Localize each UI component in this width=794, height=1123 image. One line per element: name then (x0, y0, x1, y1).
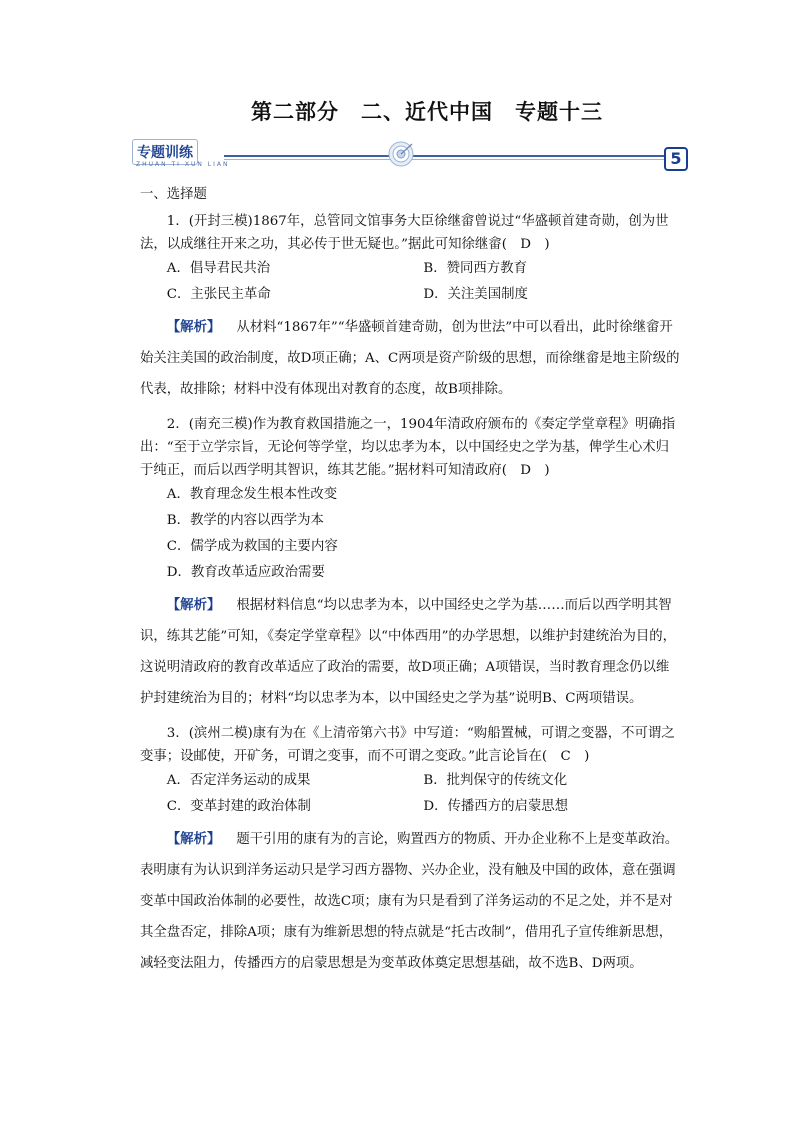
analysis-tag: 【解析】 (166, 320, 221, 335)
banner-number: 5 (664, 147, 688, 171)
analysis-text: 题干引用的康有为的言论，购置西方的物质、开办企业称不上是变革政治。表明康有为认识到洋务运动只是学习西方器物、兴办企业，没有触及中国的政体，意在强调变革中国政治体制的必要性，故选C项；康有为只是看到了洋务运动的不足之处，并不是对其全盘否定，排除A项；康有为维新思想的特点就是“托古改制”，借用孔子宣传维新思想，减轻变法阻力，传播西方的启蒙思想是为变革政体奠定思想基础，故不选B、D两项。 (140, 832, 679, 971)
option-d: D．传播西方的启蒙思想 (423, 799, 569, 814)
analysis (140, 590, 680, 714)
target-icon (388, 141, 414, 167)
analysis-tag: 【解析】 (166, 832, 221, 847)
banner-rule-thin (224, 159, 664, 160)
options (140, 768, 680, 820)
option-a: A．否定洋务运动的成果 (166, 773, 311, 788)
option-a: A．教育理念发生根本性改变 (166, 487, 338, 502)
option-d: D．关注美国制度 (423, 287, 528, 302)
topic-banner (128, 139, 688, 173)
option-c: C．主张民主革命 (166, 287, 271, 302)
option-c: C．变革封建的政治体制 (166, 799, 311, 814)
option-b: B．教学的内容以西学为本 (166, 513, 324, 528)
analysis (140, 824, 680, 979)
option-b: B．批判保守的传统文化 (423, 773, 568, 788)
section-title: 一、选择题 (140, 187, 207, 202)
analysis-text: 从材料“1867年”“华盛顿首建奇勋，创为世法”中可以看出，此时徐继畲开始关注美国的政治制度，故D项正确；A、C两项是资产阶级的思想，而徐继畲是地主阶级的代表，故排除；材料中没有体现出对教育的态度，故B项排除。 (140, 320, 680, 397)
option-d: D．教育改革适应政治需要 (166, 565, 325, 580)
question-1 (140, 210, 680, 405)
option-a: A．倡导君民共治 (166, 261, 271, 276)
question-3 (140, 722, 680, 979)
option-b: B．赞同西方教育 (423, 261, 527, 276)
options (140, 482, 680, 586)
analysis-text: 根据材料信息“均以忠孝为本，以中国经史之学为基……而后以西学明其智识，练其艺能”可知，《奏定学堂章程》以“中体西用”的办学思想，以维护封建统治为目的，这说明清政府的教育改革适应了政治的需要，故D项正确；A项错误，当时教育理念仍以维护封建统治为目的；材料“均以忠孝为本，以中国经史之学为基”说明B、C两项错误。 (140, 598, 677, 706)
option-c: C．儒学成为救国的主要内容 (166, 539, 338, 554)
page-title: 第二部分 二、近代中国 专题十三 (251, 100, 603, 124)
document-body (140, 184, 680, 987)
options (140, 256, 680, 308)
banner-label: 专题训练 (132, 139, 198, 165)
banner-rule (224, 155, 664, 157)
question-stem: 3．(滨州二模)康有为在《上清帝第六书》中写道：“购船置械，可谓之变器，不可谓之变事；设邮使，开矿务，可谓之变事，而不可谓之变政。”此言论旨在( C ) (140, 726, 675, 764)
analysis (140, 312, 680, 405)
question-2 (140, 413, 680, 714)
question-stem: 2．(南充三模)作为教育救国措施之一，1904年清政府颁布的《奏定学堂章程》明确指出：“至于立学宗旨，无论何等学堂，均以忠孝为本，以中国经史之学为基，俾学生心术归于纯正，而后以西学明其智识，练其艺能。”据材料可知清政府( D ) (140, 417, 676, 478)
analysis-tag: 【解析】 (166, 598, 221, 613)
banner-subtitle: ZHUAN TI XUN LIAN (136, 161, 230, 168)
question-stem: 1．(开封三模)1867年，总管同文馆事务大臣徐继畲曾说过“华盛顿首建奇勋，创为世法，以成继往开来之功，其必传于世无疑也。”据此可知徐继畲( D ) (140, 214, 669, 252)
